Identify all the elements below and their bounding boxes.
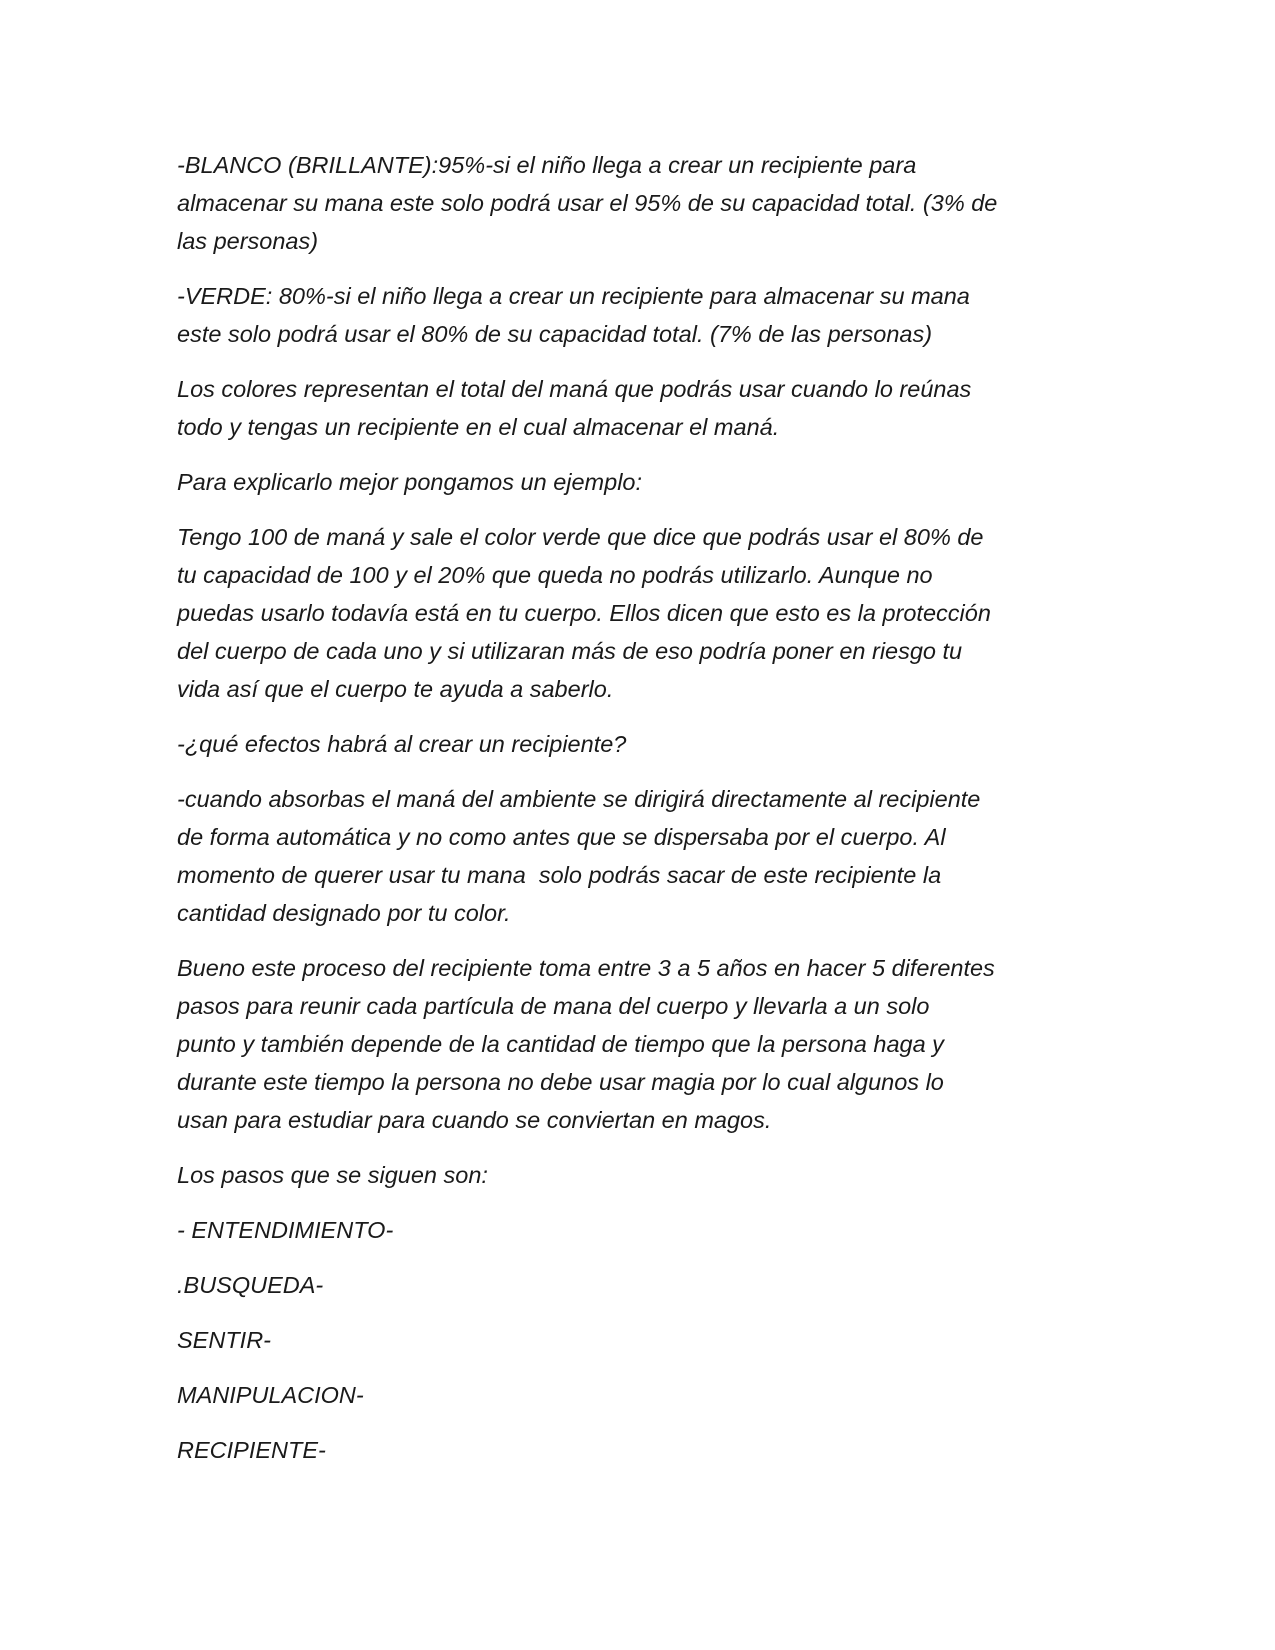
text-line: del cuerpo de cada uno y si utilizaran más de eso podría poner en riesgo tu — [177, 638, 963, 664]
paragraph — [177, 463, 1107, 501]
paragraph — [177, 370, 1107, 446]
text-line: usan para estudiar para cuando se conviertan en magos. — [177, 1107, 772, 1133]
text-line: tu capacidad de 100 y el 20% que queda no podrás utilizarlo. Aunque no — [177, 562, 933, 588]
text-line: momento de querer usar tu mana solo podrás sacar de este recipiente la — [177, 862, 942, 888]
text-line: almacenar su mana este solo podrá usar el 95% de su capacidad total. (3% de — [177, 190, 998, 216]
text-line: Para explicarlo mejor pongamos un ejemplo: — [177, 469, 643, 495]
paragraph — [177, 518, 1107, 708]
text-line: -BLANCO (BRILLANTE):95%-si el niño llega a crear un recipiente para — [177, 152, 917, 178]
text-line: Los pasos que se siguen son: — [177, 1162, 488, 1188]
step-item: - ENTENDIMIENTO- — [177, 1217, 394, 1243]
text-line: durante este tiempo la persona no debe usar magia por lo cual algunos lo — [177, 1069, 944, 1095]
paragraph — [177, 780, 1107, 932]
text-line: Los colores representan el total del maná que podrás usar cuando lo reúnas — [177, 376, 972, 402]
paragraph — [177, 146, 1107, 260]
step-item: RECIPIENTE- — [177, 1437, 326, 1463]
text-line: Bueno este proceso del recipiente toma entre 3 a 5 años en hacer 5 diferentes — [177, 955, 995, 981]
text-line: -VERDE: 80%-si el niño llega a crear un recipiente para almacenar su mana — [177, 283, 970, 309]
document-body — [177, 146, 1107, 1194]
text-line: puedas usarlo todavía está en tu cuerpo. Ellos dicen que esto es la protección — [177, 600, 991, 626]
document-page — [177, 146, 1107, 1486]
text-line: cantidad designado por tu color. — [177, 900, 511, 926]
text-line: pasos para reunir cada partícula de mana del cuerpo y llevarla a un solo — [177, 993, 930, 1019]
step-item: MANIPULACION- — [177, 1382, 364, 1408]
text-line: -¿qué efectos habrá al crear un recipiente? — [177, 731, 627, 757]
text-line: este solo podrá usar el 80% de su capacidad total. (7% de las personas) — [177, 321, 933, 347]
steps-list — [177, 1211, 1107, 1469]
text-line: -cuando absorbas el maná del ambiente se dirigirá directamente al recipiente — [177, 786, 981, 812]
text-line: Tengo 100 de maná y sale el color verde que dice que podrás usar el 80% de — [177, 524, 984, 550]
text-line: de forma automática y no como antes que se dispersaba por el cuerpo. Al — [177, 824, 946, 850]
paragraph — [177, 277, 1107, 353]
paragraph — [177, 1156, 1107, 1194]
text-line: las personas) — [177, 228, 319, 254]
paragraph — [177, 949, 1107, 1139]
text-line: punto y también depende de la cantidad de tiempo que la persona haga y — [177, 1031, 944, 1057]
text-line: todo y tengas un recipiente en el cual almacenar el maná. — [177, 414, 780, 440]
step-item: .BUSQUEDA- — [177, 1272, 324, 1298]
step-item: SENTIR- — [177, 1327, 271, 1353]
text-line: vida así que el cuerpo te ayuda a saberlo. — [177, 676, 614, 702]
paragraph — [177, 725, 1107, 763]
